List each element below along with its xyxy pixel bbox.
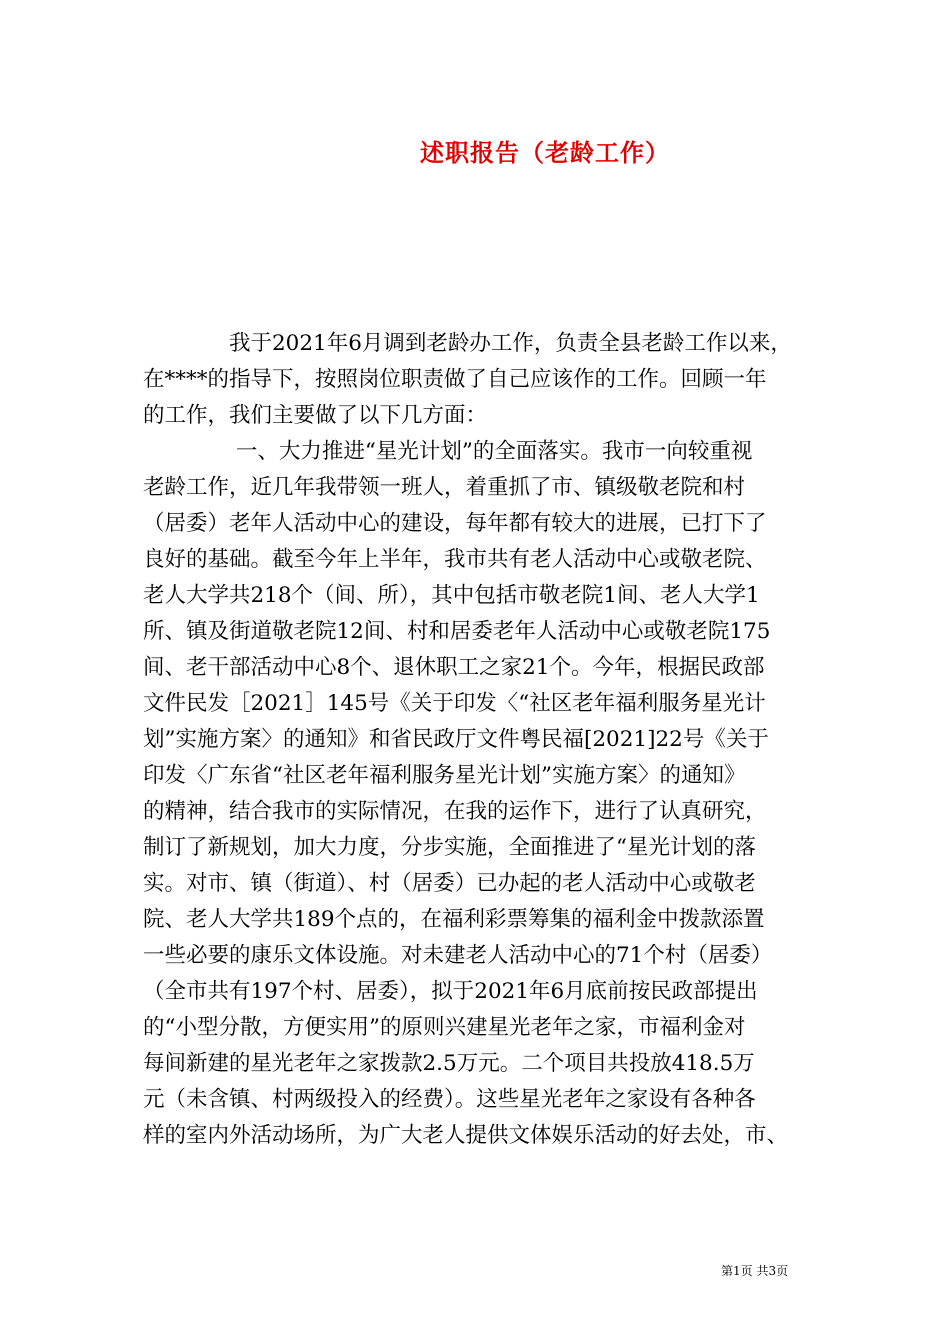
body-line: （居委）老年人活动中心的建设，每年都有较大的进展，已打下了 (143, 511, 767, 536)
page-number-footer: 第1页 共3页 (721, 1264, 789, 1278)
body-line: 划”实施方案〉的通知》和省民政厅文件粤民福[2021]22号《关于 (143, 727, 769, 752)
body-line: 良好的基础。截至今年上半年，我市共有老人活动中心或敬老院、 (143, 547, 767, 572)
body-line: 在****的指导下，按照岗位职责做了自己应该作的工作。回顾一年 (143, 367, 767, 392)
body-line: 一些必要的康乐文体设施。对未建老人活动中心的71个村（居委） (143, 943, 773, 968)
body-line: 所、镇及街道敬老院12间、村和居委老年人活动中心或敬老院175 (143, 619, 771, 644)
body-line: 间、老干部活动中心8个、退休职工之家21个。今年，根据民政部 (143, 655, 765, 680)
body-line: 元（未含镇、村两级投入的经费）。这些星光老年之家设有各种各 (143, 1087, 756, 1112)
body-line: 一、大力推进“星光计划”的全面落实。我市一向较重视 (143, 439, 753, 464)
body-line: 制订了新规划，加大力度，分步实施，全面推进了“星光计划的落 (143, 835, 756, 860)
body-line: 样的室内外活动场所，为广大老人提供文体娱乐活动的好去处，市、 (143, 1123, 789, 1148)
body-line: 的精神，结合我市的实际情况，在我的运作下，进行了认真研究， (143, 799, 767, 824)
body-line: 印发〈广东省“社区老年福利服务星光计划”实施方案〉的通知》 (143, 763, 746, 788)
body-line: 文件民发［2021］145号《关于印发〈“社区老年福利服务星光计 (143, 691, 766, 716)
body-line: 我于2021年6月调到老龄办工作，负责全县老龄工作以来， (143, 331, 792, 356)
body-line: 实。对市、镇（街道）、村（居委）已办起的老人活动中心或敬老 (143, 871, 756, 896)
body-line: 老龄工作，近几年我带领一班人，着重抓了市、镇级敬老院和村 (143, 475, 746, 500)
body-line: 院、老人大学共189个点的，在福利彩票筹集的福利金中拨款添置 (143, 907, 765, 932)
body-line: 的工作，我们主要做了以下几方面： (143, 403, 488, 428)
document-title: 述职报告（老龄工作） (420, 138, 670, 167)
body-line: （全市共有197个村、居委），拟于2021年6月底前按民政部提出 (143, 979, 758, 1004)
body-line: 每间新建的星光老年之家拨款2.5万元。二个项目共投放418.5万 (143, 1051, 755, 1076)
body-line: 老人大学共218个（间、所），其中包括市敬老院1间、老人大学1 (143, 583, 760, 608)
body-line: 的“小型分散，方便实用”的原则兴建星光老年之家，市福利金对 (143, 1015, 746, 1040)
